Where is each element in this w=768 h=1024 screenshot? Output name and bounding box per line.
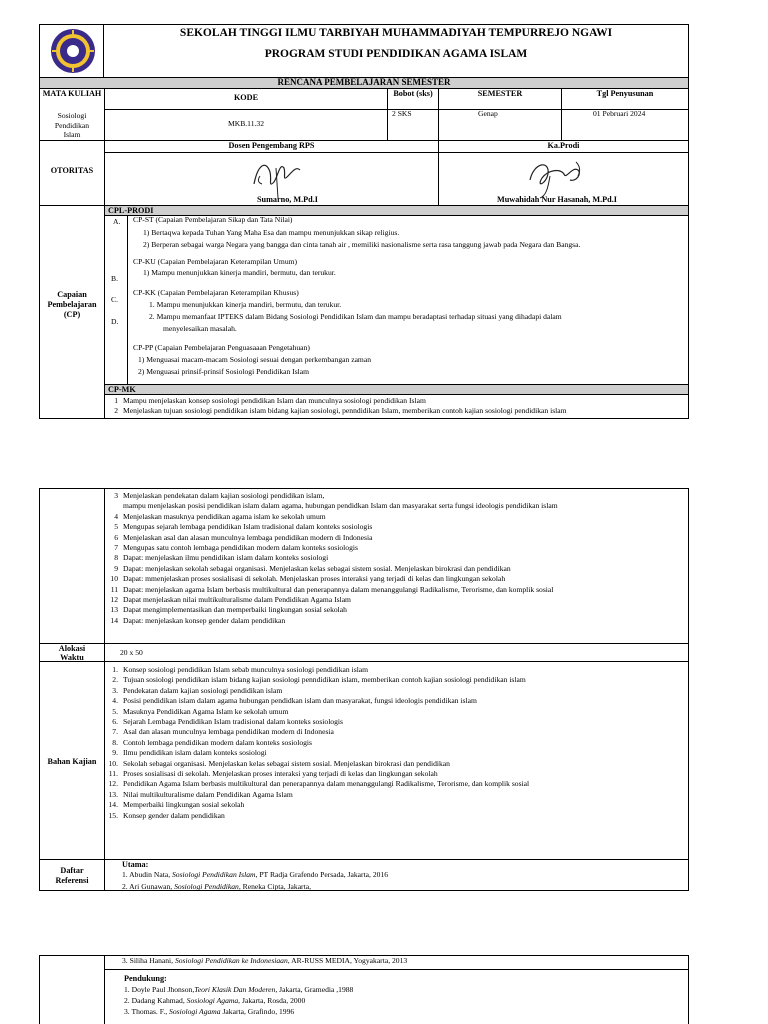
kaprodi-header: Ka.Prodi <box>547 141 580 150</box>
list-item: 2 Menjelaskan tujuan sosiologi pendidikan islam bidang kajian sosiologi, penndidikan Islam, memberikan contoh kajian sosiologi pendidikan islam <box>114 406 567 416</box>
cp-label: Capaian Pembelajaran (CP) <box>47 290 97 319</box>
cp-kk-item: 2. Mampu memanfaat IPTEKS dalam Bidang Sosiologi Pendidikan Islam dan mampu beradaptasi terhadap situasi yang dihadapi dalam <box>149 312 562 321</box>
list-item: 14 Dapat: menjelaskan konsep gender dalam pendidikan <box>110 615 286 625</box>
cpmk-header: CP-MK <box>108 385 136 394</box>
course-credit: 2 SKS <box>392 109 412 118</box>
cp-letter-b: B. <box>111 274 118 283</box>
list-item: 6 Menjelaskan asal dan alasan munculnya lembaga pendidikan modern di Indonesia <box>114 532 373 542</box>
reference-item: 2. Dadang Kahmad, Sosiologi Agama, Jakarta, Rosda, 2000 <box>124 996 306 1005</box>
cp-st-item: 2) Berperan sebagai warga Negara yang bangga dan cinta tanah air , memiliki nasionalisme serta rasa tanggung jawab pada Negara dan Bangsa. <box>143 240 581 249</box>
list-item: 7 Mengupas satu contoh lembaga pendidikan modern dalam konteks sosiologis <box>114 543 358 553</box>
cp-pp-item: 2) Menguasai prinsif-prinsif Sosiologi Pendidikan Islam <box>138 367 310 376</box>
reference-item: 2. Ari Gunawan, Sosiologi Pendidikan, Reneka Cipta, Jakarta, <box>122 882 311 891</box>
cp-kk-item: menyelesaikan masalah. <box>163 324 237 333</box>
institution-logo <box>50 28 96 74</box>
list-item: 5. Masuknya Pendidikan Agama Islam ke sekolah umum <box>112 706 289 716</box>
list-item: 2. Tujuan sosiologi pendidikan islam bidang kajian sosiologi penndidikan islam, memberikan contoh kajian sosiologi pendidikan islam <box>112 675 526 685</box>
cpmk-list-page1 <box>104 396 567 417</box>
alokasi-value: 20 x 50 <box>120 648 143 657</box>
list-item: 3 Menjelaskan pendekatan dalam kajian sosiologi pendidikan islam, <box>114 491 325 500</box>
cp-pp-item: 1) Menguasai macam-macam Sosiologi sesuai dengan perkembangan zaman <box>138 355 372 364</box>
cp-st-title: CP-ST (Capaian Pembelajaran Sikap dan Tata Nilai) <box>133 215 293 224</box>
list-item: 8 Dapat: menjelaskan ilmu pendidikan islam dalam konteks sosiologi <box>114 553 329 563</box>
document-title: RENCANA PEMBELAJARAN SEMESTER <box>277 77 451 87</box>
cp-pp-title: CP-PP (Capaian Pembelajaran Penguasaaan Pengetahuan) <box>133 343 310 352</box>
cp-st-item: 1) Bertaqwa kepada Tuhan Yang Maha Esa dan mampu menunjukkan sikap religius. <box>143 228 400 237</box>
list-item: 13 Dapat mengimplementasikan dan memperbaiki lingkungan sosial sekolah <box>110 605 347 615</box>
institution-name: SEKOLAH TINGGI ILMU TARBIYAH MUHAMMADIYAH TEMPURREJO NGAWI <box>179 27 613 39</box>
pendukung-label: Pendukung: <box>124 974 167 983</box>
reference-item: 3. Thomas. F., Sosiologi Agama Jakarta, Grafindo, 1996 <box>124 1007 295 1016</box>
semester-header: SEMESTER <box>477 89 523 98</box>
course-date: 01 Pebruari 2024 <box>593 109 646 118</box>
kode-header: KODE <box>233 93 259 102</box>
referensi-label: Daftar Referensi <box>55 866 89 885</box>
list-item: 4. Posisi pendidikan islam dalam agama hubungan pendidkan islam dan masyarakat, fungsi ideologis pendidikan islam <box>112 696 477 706</box>
course-code: MKB.11.32 <box>227 119 264 128</box>
list-item: 12 Dapat menjelaskan nilai multikulturalisme dalam Pendidikan Agama Islam <box>110 595 351 605</box>
tgl-penyusunan-header: Tgl Penyusunan <box>596 89 654 98</box>
cp-letter-d: D. <box>111 317 119 326</box>
utama-label: Utama: <box>122 860 149 869</box>
course-semester: Genap <box>478 109 498 118</box>
bahan-kajian-label: Bahan Kajian <box>47 757 97 766</box>
list-item: 9. Ilmu pendidikan islam dalam konteks sosiologi <box>112 748 267 758</box>
list-item: 5 Mengupas sejarah lembaga pendidikan Islam tradisional dalam konteks sosiologis <box>114 522 373 532</box>
bahan-kajian-list <box>104 665 529 821</box>
cp-kk-title: CP-KK (Capaian Pembelajaran Keterampilan Khusus) <box>133 288 299 297</box>
list-item: 13. Nilai multikulturalisme dalam Pendidikan Agama Islam <box>108 789 293 799</box>
dosen-header: Dosen Pengembang RPS <box>228 141 315 150</box>
list-item: 6. Sejarah Lembaga Pendidikan Islam tradisional dalam konteks sosiologis <box>112 717 343 727</box>
kaprodi-name: Muwahidah Nur Hasanah, M.Pd.I <box>497 195 617 204</box>
cp-letter-c: C. <box>111 295 118 304</box>
list-item: 1. Konsep sosiologi pendidikan Islam sebab munculnya sosiologi pendidikan islam <box>112 665 369 674</box>
otoritas-label: OTORITAS <box>50 166 94 175</box>
list-item: 3. Pendekatan dalam kajian sosiologi pendidikan islam <box>112 685 283 695</box>
list-item: 12. Pendidikan Agama Islam berbasis multikultural dan penerapannya dalam menanggulangi Radikalisme, Terorisme, dan komplik sosial <box>108 779 530 789</box>
reference-item: 1. Abudin Nata, Sosiologi Pendidikan Islam, PT Radja Grafendo Persada, Jakarta, 2016 <box>122 870 389 879</box>
list-item: 14. Memperbaiki lingkungan sosial sekolah <box>108 800 245 810</box>
program-name: PROGRAM STUDI PENDIDIKAN AGAMA ISLAM <box>264 48 528 60</box>
cp-ku-item: 1) Mampu menunjukkan kinerja mandiri, bermutu, dan terukur. <box>143 268 336 277</box>
list-item: 10 Dapat: mmenjelaskan proses sosialisasi di sekolah. Menjelaskan proses interaksi yang terjadi di kelas dan lingkungan sekolah <box>110 574 506 584</box>
list-item: 9 Dapat: menjelaskan sekolah sebagai organisasi. Menjelaskan kelas sebagai sistem sosial. Menjelaskan birokrasi dan pendidikan <box>114 563 511 573</box>
reference-item: 1. Doyle Paul Jhonson,Teori Klasik Dan Moderen, Jakarta, Gramedia ,1988 <box>124 985 354 994</box>
alokasi-label: Alokasi Waktu <box>58 644 86 662</box>
reference-item: 3. Siliha Hanani, Sosiologi Pendidikan ke Indonesiaan, AR-RUSS MEDIA, Yogyakarta, 2013 <box>122 956 408 965</box>
list-item: 1 Mampu menjelaskan konsep sosiologi pendidikan Islam dan munculnya sosiologi pendidikan Islam <box>114 396 426 405</box>
list-item: 10. Sekolah sebagai organisasi. Menjelaskan kelas sebagai sistem sosial. Menjelaskan birokrasi dan pendidikan <box>108 758 450 768</box>
list-item: 4 Menjelaskan masuknya pendidikan agama islam ke sekolah umum <box>114 511 326 521</box>
bobot-header: Bobot (sks) <box>393 89 433 98</box>
list-item: mampu menjelaskan posisi pendidikan islam dalam agama, hubungan pendidkan Islam dan masyarakat serta fungsi ideologis pendidikan islam <box>123 501 558 511</box>
list-item: 15. Konsep gender dalam pendidikan <box>108 810 225 820</box>
cp-letter-a: A. <box>113 217 121 226</box>
cpl-prodi-header: CPL-PRODI <box>108 206 154 215</box>
course-name: Sosiologi Pendidikan Islam <box>54 111 90 139</box>
cp-kk-item: 1. Mampu menunjukkan kinerja mandiri, bermutu, dan terukur. <box>149 300 342 309</box>
list-item: 7. Asal dan alasan munculnya lembaga pendidikan modern di Indonesia <box>112 727 334 737</box>
list-item: 11. Proses sosialisasi di sekolah. Menjelaskan proses interaksi yang terjadi di kelas dan lingkungan sekolah <box>108 769 438 779</box>
cpmk-list-page2 <box>104 491 558 626</box>
list-item: 11 Dapat: menjelaskan agama Islam berbasis multikultural dan penerapannya dalam menanggulangi Radikalisme, Terorisme, dan komplik sosial <box>110 584 554 594</box>
cp-ku-title: CP-KU (Capaian Pembelajaran Keterampilan Umum) <box>133 257 298 266</box>
dosen-name: Sumarno, M.Pd.I <box>257 195 318 204</box>
list-item: 8. Contoh lembaga pendidikan modern dalam konteks sosiologis <box>112 737 312 747</box>
mata-kuliah-header: MATA KULIAH <box>42 89 102 98</box>
